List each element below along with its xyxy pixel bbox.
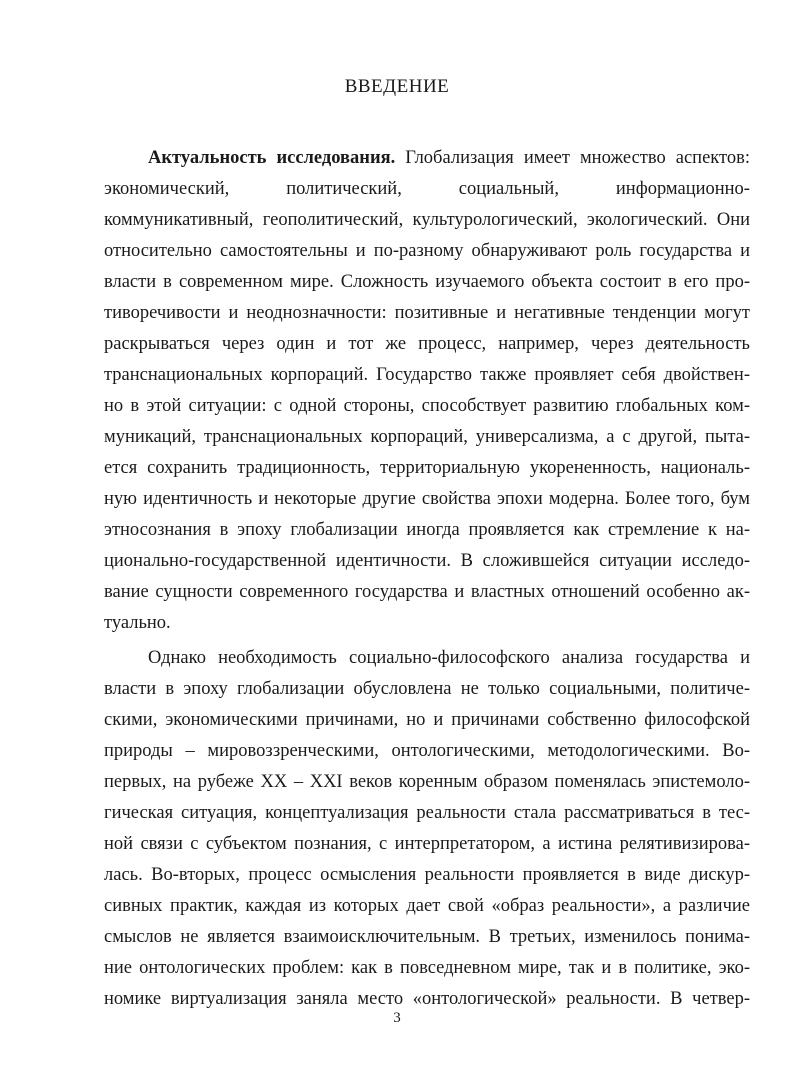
text-line: Однако необходимость социально-философского анализа государства и (148, 648, 750, 668)
text-word: экономический, (104, 179, 230, 199)
text-line: транснациональных корпораций. Государство также проявляет себя двойствен- (104, 365, 750, 385)
text-line: но в этой ситуации: с одной стороны, способствует развитию глобальных ком- (104, 396, 750, 416)
text-line: власти в современном мире. Сложность изучаемого объекта состоит в его про- (104, 272, 750, 292)
text-line: вание сущности современного государства и властных отношений особенно ак- (104, 582, 750, 602)
text-line: ной связи с субъектом познания, с интерпретатором, а истина релятивизирова- (104, 834, 750, 854)
run-in-heading: Актуальность исследования. (148, 148, 396, 168)
text-word: информационно- (615, 179, 750, 199)
text-line: коммуникативный, геополитический, культурологический, экологический. Они (104, 210, 750, 230)
text-line (148, 147, 750, 170)
page-title: ВВЕДЕНИЕ (344, 76, 450, 97)
text-word: социальный, (458, 179, 559, 199)
text-line: раскрываться через один и тот же процесс, например, через деятельность (104, 334, 750, 354)
text-line: туально. (104, 613, 171, 633)
text-line: ционально-государственной идентичности. В сложившейся ситуации исследо- (104, 551, 750, 571)
text-line: власти в эпоху глобализации обусловлена не только социальными, политиче- (104, 679, 750, 699)
text-run: Глобализация имеет множество аспектов: (395, 148, 751, 168)
text-line: тиворечивости и неоднозначности: позитивные и негативные тенденции могут (104, 303, 750, 323)
text-line: первых, на рубеже XX – XXI веков коренным образом поменялась эпистемоло- (104, 772, 750, 792)
page-number: 3 (393, 1010, 401, 1026)
text-line (104, 178, 750, 201)
text-line: этносознания в эпоху глобализации иногда проявляется как стремление к на- (104, 520, 750, 540)
text-line: гическая ситуация, концептуализация реальности стала рассматриваться в тес- (104, 803, 750, 823)
text-line: номике виртуализация заняла место «онтологической» реальности. В четвер- (104, 989, 750, 1009)
text-line: ную идентичность и некоторые другие свойства эпохи модерна. Более того, бум (104, 489, 750, 509)
text-line: скими, экономическими причинами, но и причинами собственно философской (104, 710, 750, 730)
text-line: ние онтологических проблем: как в повседневном мире, так и в политике, эко- (104, 958, 750, 978)
text-word: политический, (286, 179, 402, 199)
text-line: ется сохранить традиционность, территориальную укорененность, националь- (104, 458, 750, 478)
text-line: муникаций, транснациональных корпораций, универсализма, а с другой, пыта- (104, 427, 750, 447)
text-line: природы – мировоззренческими, онтологическими, методологическими. Во- (104, 741, 750, 761)
text-line: лась. Во-вторых, процесс осмысления реальности проявляется в виде дискур- (104, 865, 750, 885)
text-line: относительно самостоятельны и по-разному обнаруживают роль государства и (104, 241, 750, 261)
text-line: сивных практик, каждая из которых дает свой «образ реальности», а различие (104, 896, 750, 916)
text-line: смыслов не является взаимоисключительным. В третьих, изменилось понима- (104, 927, 750, 947)
